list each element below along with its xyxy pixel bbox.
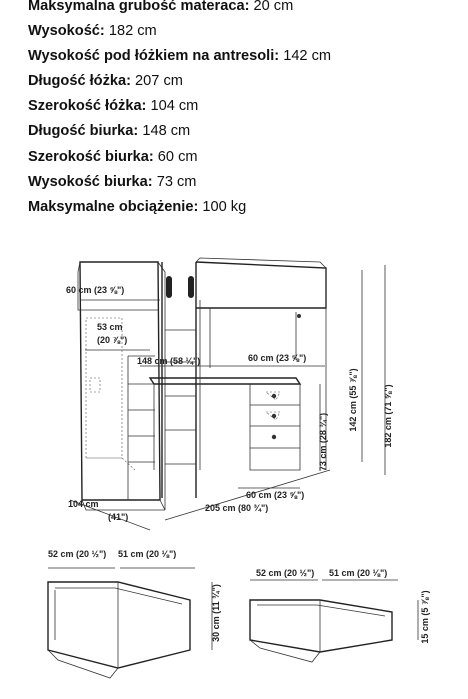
small-drawer-height: 15 cm (5 ⅞") — [420, 590, 430, 644]
spec-value: 142 cm — [283, 48, 332, 65]
small-drawer-width: 52 cm (20 ½") — [256, 568, 315, 578]
large-drawer-depth: 51 cm (20 ⅛") — [118, 549, 177, 559]
spec-label: Długość biurka: — [28, 123, 139, 140]
dim-desk-width: 60 cm (23 ⅝") — [248, 353, 307, 363]
spec-value: 207 cm — [135, 73, 183, 90]
dim-desk-length: 148 cm (58 ¼") — [137, 356, 201, 366]
spec-label: Długość łóżka: — [28, 73, 131, 90]
loft-bed-drawing — [78, 258, 326, 510]
spec-value: 73 cm — [156, 173, 197, 190]
dim-desk-height: 73 cm (28 ¾") — [318, 412, 328, 472]
spec-value: 60 cm — [157, 148, 198, 165]
dim-wardrobe-width-line1: 53 cm — [97, 322, 123, 332]
spec-value: 100 kg — [202, 198, 247, 215]
spec-label: Szerokość łóżka: — [28, 98, 147, 115]
large-drawer-drawing — [48, 568, 212, 678]
dim-wardrobe-depth: 60 cm (23 ⅝") — [66, 285, 125, 295]
bed-dimension-lines — [70, 265, 385, 530]
spec-value: 148 cm — [142, 123, 191, 140]
small-drawer-depth: 51 cm (20 ⅛") — [329, 568, 388, 578]
spec-label: Maksymalne obciążenie: — [28, 198, 199, 215]
large-drawer-width: 52 cm (20 ½") — [48, 549, 107, 559]
spec-label: Szerokość biurka: — [28, 148, 154, 165]
dim-drawer-unit-depth: 60 cm (23 ⅝") — [246, 490, 305, 500]
spec-value: 104 cm — [150, 98, 199, 115]
small-drawer-drawing — [250, 580, 418, 662]
spec-label: Wysokość pod łóżkiem na antresoli: — [28, 48, 280, 65]
spec-value: 20 cm — [253, 0, 294, 14]
dim-bed-width-inches: (41") — [108, 512, 129, 522]
spec-label: Wysokość: — [28, 23, 105, 40]
dim-under-bed-height: 142 cm (55 ⅞") — [348, 368, 358, 432]
large-drawer-height: 30 cm (11 ¾") — [211, 584, 221, 642]
spec-label: Maksymalna grubość materaca: — [28, 0, 250, 14]
dim-bed-width: 104 cm — [68, 499, 99, 509]
dim-wardrobe-width-line2: (20 ⅞") — [97, 335, 128, 345]
spec-value: 182 cm — [108, 23, 157, 40]
spec-label: Wysokość biurka: — [28, 173, 153, 190]
dim-bed-length: 205 cm (80 ¾") — [205, 503, 269, 513]
dim-total-height: 182 cm (71 ⅝") — [383, 384, 393, 448]
